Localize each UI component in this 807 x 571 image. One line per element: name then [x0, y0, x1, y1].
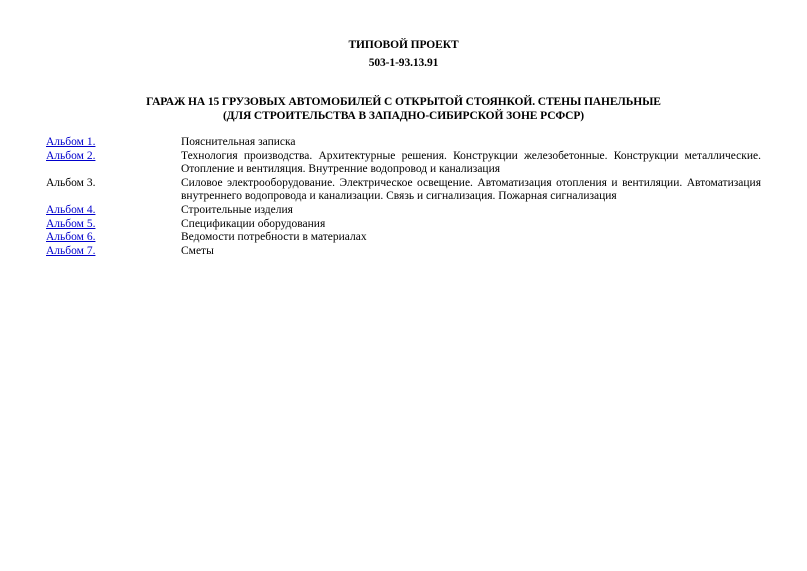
- album-description: Ведомости потребности в материалах: [181, 231, 367, 244]
- album-list: [46, 136, 761, 258]
- album-link-1[interactable]: Альбом 1.: [46, 136, 96, 148]
- album-link-5[interactable]: Альбом 5.: [46, 217, 96, 230]
- album-description: Сметы: [181, 244, 214, 257]
- album-row: [46, 136, 761, 150]
- album-row: [46, 150, 761, 177]
- album-link-4[interactable]: Альбом 4.: [46, 203, 96, 216]
- album-row: [46, 231, 761, 245]
- album-row: [46, 218, 761, 232]
- album-description: Технология производства. Архитектурные решения. Конструкции железобетонные. Конструкции металлические. Отопление и вентиляция. Внутренние водопровод и канализация: [181, 149, 761, 176]
- project-title-line-1: ГАРАЖ НА 15 ГРУЗОВЫХ АВТОМОБИЛЕЙ С ОТКРЫТОЙ СТОЯНКОЙ. СТЕНЫ ПАНЕЛЬНЫЕ: [146, 96, 661, 108]
- album-link-6[interactable]: Альбом 6.: [46, 231, 96, 244]
- album-description: Спецификации оборудования: [181, 217, 326, 230]
- album-label-3: Альбом 3.: [46, 176, 96, 189]
- album-description: Пояснительная записка: [181, 136, 296, 148]
- album-row: [46, 177, 761, 204]
- album-row: [46, 245, 761, 259]
- album-link-7[interactable]: Альбом 7.: [46, 244, 96, 257]
- document-type-heading: ТИПОВОЙ ПРОЕКТ: [348, 39, 459, 51]
- album-link-2[interactable]: Альбом 2.: [46, 149, 96, 162]
- album-description: Строительные изделия: [181, 203, 293, 216]
- album-description: Силовое электрооборудование. Электрическое освещение. Автоматизация отопления и вентиляции. Автоматизация внутреннего водопровода и канализации. Связь и сигнализация. Пожарная сигнализация: [181, 176, 761, 203]
- project-code-heading: 503-1-93.13.91: [368, 57, 439, 69]
- album-row: [46, 204, 761, 218]
- project-title-line-2: (ДЛЯ СТРОИТЕЛЬСТВА В ЗАПАДНО-СИБИРСКОЙ ЗОНЕ РСФСР): [222, 110, 585, 122]
